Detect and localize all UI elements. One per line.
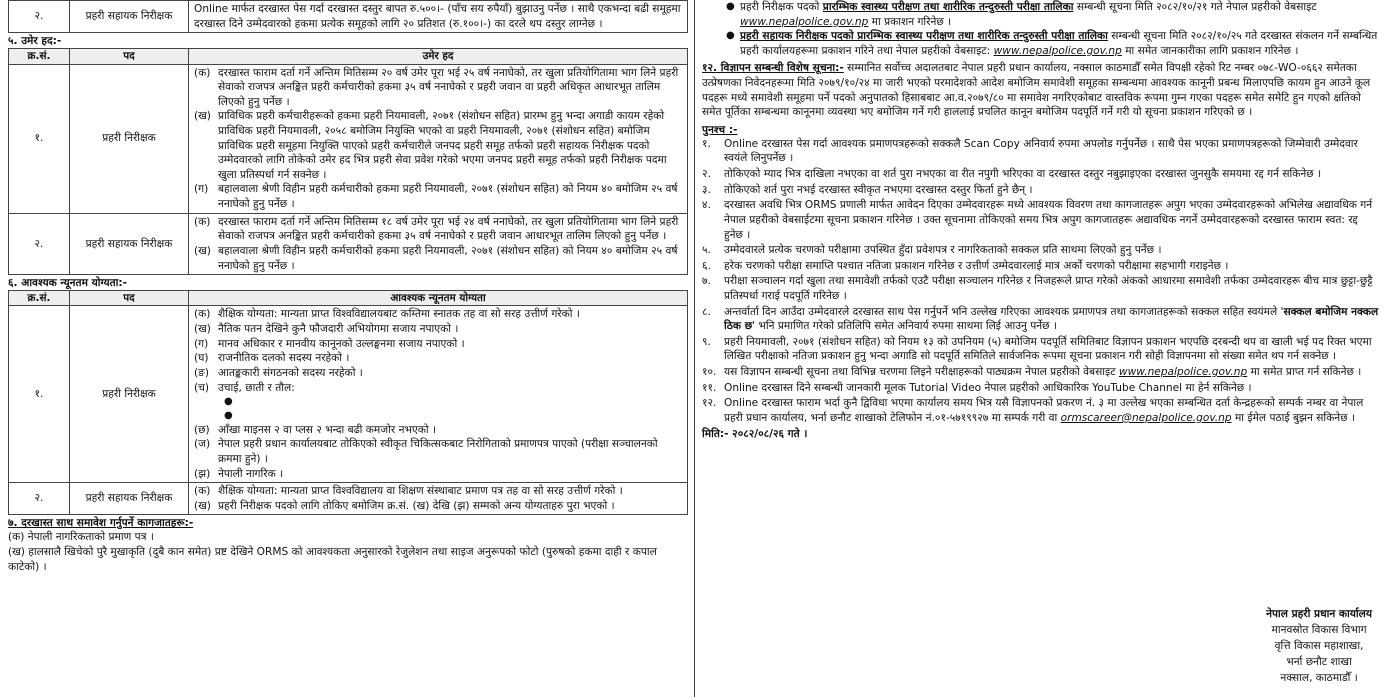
item-marker: (ख) bbox=[194, 499, 211, 512]
table-row bbox=[9, 306, 688, 483]
bullet-text: सम्बन्धी सूचना मिति २०८२/१०/२५ गते दरखास्त संकलन गर्ने सम्बन्धित प्रहरी कार्यालयहरूमा प्रकाशन गरिने तथा नेपाल प्रहरीको वेबसाइट: bbox=[740, 30, 1378, 57]
item-text: आँखा माइनस २ वा प्लस २ भन्दा बढी कमजोर नभएको । bbox=[218, 423, 437, 436]
signature-line: भर्ना छनौट शाखा bbox=[1286, 656, 1352, 668]
signature-line: मानवस्रोत विकास विभाग bbox=[1271, 624, 1367, 636]
list-item bbox=[702, 396, 1380, 425]
item-marker: ६. bbox=[702, 259, 711, 272]
item-text: Online दरखास्त दिने सम्बन्धी जानकारी मूलक Tutorial Video नेपाल प्रहरीको आधिकारिक YouTube Channel मा हेर्न सकिनेछ । bbox=[724, 381, 1252, 394]
list-item bbox=[194, 215, 682, 244]
item-text: बहालवाला श्रेणी विहीन प्रहरी कर्मचारीको हकमा प्रहरी नियमावली, २०७१ (संशोधन सहित) को नियम ४० बमोजिम २५ वर्ष ननाघेको हुनु पर्नेछ । bbox=[218, 183, 678, 211]
bullet-icon: ● bbox=[726, 1, 735, 12]
list-item bbox=[194, 484, 682, 499]
website-link[interactable]: www.nepalpolice.gov.np bbox=[740, 15, 869, 28]
col-header: उमेर हद bbox=[189, 49, 688, 64]
list-item bbox=[194, 423, 682, 438]
ps-heading: पुनश्च :- bbox=[702, 123, 738, 136]
table-header bbox=[9, 291, 688, 306]
list-item bbox=[194, 66, 682, 110]
item-marker: ११. bbox=[702, 381, 717, 394]
list-item bbox=[194, 109, 682, 182]
item-marker: (ख) bbox=[194, 323, 211, 336]
item-text: तोकिएको म्याद भित्र दाखिला नभएका वा शर्त पुरा नभएका वा रीत नपुगी भरिएका वा दरखास्त दस्तुर नबुझाइएका दरखास्त जुनसुकै समयमा रद्द गर्न सकिनेछ । bbox=[724, 168, 1322, 181]
age-table bbox=[8, 48, 688, 275]
list-item bbox=[702, 365, 1380, 380]
fee-text: Online मार्फत दरखास्त पेस गर्दा दरखास्त दस्तुर बापत रु.५००।- (पाँच सय रुपैयाँ) बुझाउनु पर्नेछ । साथै एकभन्दा बढी समूहमा दरखास्त दिने उम्मेदवारको हकमा प्रत्येक समूहको लागि २० प्रतिशत (रु.१००।-) का दरले थप दस्तुर लाग्नेछ । bbox=[189, 1, 688, 33]
col-header: आवश्यक न्यूनतम योग्यता bbox=[189, 291, 688, 306]
item-text: राजनीतिक दलको सदस्य नरहेको । bbox=[218, 352, 350, 365]
item-marker: (ग) bbox=[194, 337, 209, 350]
col-header: पद bbox=[70, 291, 189, 306]
serial-cell: १. bbox=[9, 306, 70, 483]
website-link[interactable]: www.nepalpolice.gov.np bbox=[993, 44, 1122, 57]
item-marker: (क) bbox=[194, 66, 211, 79]
bullet-text: मा प्रकाशन गरिनेछ । bbox=[868, 15, 952, 28]
item-marker: १२. bbox=[702, 397, 717, 410]
special-notice bbox=[702, 61, 1380, 119]
bullet-icon: ● bbox=[224, 396, 233, 408]
item-marker: (झ) bbox=[194, 467, 211, 480]
list-item bbox=[194, 437, 682, 466]
list-item bbox=[194, 467, 682, 482]
table-row bbox=[9, 213, 688, 274]
item-marker: ३. bbox=[702, 183, 711, 196]
item-marker: ७. bbox=[702, 275, 711, 288]
item-marker: (ज) bbox=[194, 438, 211, 451]
item-text: अन्तर्वार्ता दिन आउँदा उम्मेदवारले दरखास्त साथ पेस गर्नुपर्ने भनि उल्लेख गरिएका आवश्यक प्रमाणपत्र तथा कागजातहरूको सक्कल सहित स्वयंमले ' bbox=[724, 305, 1284, 318]
item-marker: १. bbox=[702, 137, 711, 150]
item-marker: १०. bbox=[702, 366, 717, 379]
col-header: पद bbox=[70, 49, 189, 64]
item-text: प्रहरी निरीक्षक पदको लागि तोकिए बमोजिम क्र.सं. (ख) देखि (झ) सम्मको अन्य योग्यताहरु पुरा भएको । bbox=[218, 499, 615, 512]
list-item bbox=[194, 351, 682, 366]
item-marker: (ग) bbox=[194, 183, 209, 196]
table-row bbox=[9, 1, 688, 33]
post-cell: प्रहरी निरीक्षक bbox=[70, 64, 189, 213]
list-item bbox=[702, 274, 1380, 303]
item-text: ' भनि प्रमाणित गरेको प्रतिलिपि समेत अनिवार्य रुपमा साथमा लिई आउनु पर्नेछ । bbox=[752, 320, 1057, 333]
bullet-item bbox=[726, 0, 1380, 29]
item-text: उम्मेदवारले प्रत्येक चरणको परीक्षामा उपस्थित हुँदा प्रवेशपत्र र नागरिकताको सक्कल प्रति साथमा लिएको हुनु पर्नेछ । bbox=[724, 244, 1162, 257]
item-text: दरखास्त अवधि भित्र ORMS प्रणाली मार्फत आवेदन दिएका उम्मेदवारहरू मध्ये आवश्यक विवरण तथा कागजातहरू अपुग भएका उम्मेदवारहरूको अभिलेख अद्यावधिक गर्न नेपाल प्रहरीको वेबसाईटमा सूचना प्रकाशन गरिनेछ । उक्त सूचनामा तोकिएको समय भित्र अपुग कागजातहरू अद्यावधिक नगर्ने उम्मेदवारहरूको दरखास्त फाराम स्वत: रद्द हुनेछ । bbox=[724, 199, 1373, 241]
signature-line: वृत्ति विकास महाशाखा, bbox=[1274, 640, 1364, 652]
serial-cell: २. bbox=[9, 1, 70, 33]
fee-table bbox=[8, 0, 688, 33]
item-marker: (घ) bbox=[194, 352, 209, 365]
document-item: (क) नेपाली नागरिकताको प्रमाण पत्र । bbox=[8, 531, 154, 544]
signature-line: नक्साल, काठमाडौँ । bbox=[1280, 672, 1358, 684]
documents-heading: ७. दरखास्त साथ समावेश गर्नुपर्ने कागजातहरू:- bbox=[8, 517, 194, 530]
list-item bbox=[702, 167, 1380, 182]
post-cell: प्रहरी सहायक निरीक्षक bbox=[70, 1, 189, 33]
serial-cell: २. bbox=[9, 213, 70, 274]
item-text: मानव अधिकार र मानवीय कानूनको उल्लङ्घनमा सजाय नपाएको । bbox=[218, 337, 465, 350]
special-notice-text: सम्मानित सर्वोच्च अदालतबाट नेपाल प्रहरी प्रधान कार्यालय, नक्साल काठमाडौँ समेत विपक्षी रहेको रिट नम्बर ०७८-WO-०६६२ समेतका उत्प्रेषणका निवेदनहरूमा मिति २०७९/१०/२४ मा जारी भएको परमादेशको आदेश बमोजिम समावेशी समूहका सम्बन्धमा आवश्यक कानूनी प्रबन्ध मिलाएपछि कायम हुन आउने कूल पदहरू मध्ये समावेशी समूहमा पर्ने पदको अनुपातको हिसाबबाट आ.व.२०७९/८० मा समावेश नगरिएकोबाट वास्तविक रूपमा गुम्न गएका पदहरू समेत समेटि हुन गएको क्षतिको समेत पूर्तिका सम्बन्धमा कानूनमा व्यवस्था भए बमोजिम गर्ने गरी हाललाई प्रचलित कानून बमोजिम पदपूर्ति गर्ने गरी यो सूचना प्रकाशन गरिएको छ । bbox=[702, 62, 1371, 119]
qualification-heading: ६. आवश्यक न्यूनतम योग्यता:- bbox=[8, 277, 128, 290]
column-divider bbox=[694, 0, 695, 697]
item-marker: (छ) bbox=[194, 423, 210, 436]
item-marker: (च) bbox=[194, 381, 209, 394]
qualification-cell bbox=[189, 306, 688, 483]
item-marker: २. bbox=[702, 168, 711, 181]
right-column bbox=[702, 0, 1380, 697]
item-text: प्राविधिक प्रहरी कर्मचारीहरूको हकमा प्रहरी नियमावली, २०७१ (संशोधन सहित) प्रारम्भ हुनु भन्दा अगाडी कायम रहेको प्राविधिक प्रहरी नियमावली, २०५८ बमोजिम नियुक्ति भएको वा प्रहरी नियमावली, २०७१ (संशोधन सहित) बमोजिम प्राविधिक प्रहरी समूहमा नियुक्ति पाएको प्रहरी कर्मचारीले जनपद प्रहरी समूह तर्फको प्रहरी सहायक निरीक्षक पदको उम्मेदवारको लागि तोकेको उमेर हद भित्र प्रहरी सेवा प्रवेश गरेको भएमा जनपद प्रहरी समूह तर्फको प्रहरी निरीक्षक पदमा खुला प्रतिस्पर्धा गर्न सक्नेछ । bbox=[218, 110, 667, 181]
list-item bbox=[702, 335, 1380, 364]
signature-block bbox=[1266, 606, 1372, 686]
item-text: दरखास्त फाराम दर्ता गर्ने अन्तिम मितिसम्म २० वर्ष उमेर पूरा भई २५ वर्ष ननाघेको, तर खुला प्रतियोगितामा भाग लिने प्रहरी सेवाको राजपत्र अनङ्कित प्रहरी कर्मचारीको हकमा ३५ वर्ष ननाघेको र प्रहरी जवान वा प्रहरी अधिकृत आधारभूत तालिम लिएको हुनु पर्नेछ । bbox=[218, 66, 679, 108]
item-text: प्रहरी नियमावली, २०७१ (संशोधन सहित) को नियम १३ को उपनियम (५) बमोजिम पदपूर्ति समितिबाट विज्ञापन प्रकाशन भएपछि दरबन्दी थप वा खाली भई पद रिक्त भएमा लिखित परीक्षाको नतिजा प्रकाशन हुनु भन्दा अगाडि सो पदपूर्ति समितिले सार्वजनिक रूपमा सूचना प्रकाशन गरी सोही विज्ञापनमा सो संख्या समेत थप गर्न सक्नेछ । bbox=[724, 335, 1372, 363]
item-marker: ५. bbox=[702, 244, 711, 257]
item-marker: (ङ) bbox=[194, 366, 210, 379]
list-item bbox=[194, 182, 682, 211]
signature-line: नेपाल प्रहरी प्रधान कार्यालय bbox=[1266, 608, 1372, 620]
item-marker: ४. bbox=[702, 199, 711, 212]
col-header: क्र.सं. bbox=[9, 291, 70, 306]
item-text: शैक्षिक योग्यता: मान्यता प्राप्त विश्वविद्यालय वा शिक्षण संस्थाबाट प्रमाण पत्र तह वा सो सरह उत्तीर्ण गरेको । bbox=[218, 485, 623, 498]
item-text: मा समेत प्राप्त गर्न सकिनेछ । bbox=[1247, 366, 1362, 379]
bullet-text: प्रहरी निरीक्षक पदको bbox=[740, 1, 823, 13]
post-cell: प्रहरी सहायक निरीक्षक bbox=[70, 213, 189, 274]
list-item bbox=[194, 322, 682, 337]
age-rules-cell bbox=[189, 213, 688, 274]
item-marker: (ख) bbox=[194, 110, 211, 123]
bullet-icon: ● bbox=[224, 409, 233, 421]
list-item bbox=[702, 243, 1380, 258]
serial-cell: १. bbox=[9, 64, 70, 213]
list-item bbox=[702, 381, 1380, 396]
left-column bbox=[8, 0, 688, 697]
serial-cell: २. bbox=[9, 483, 70, 515]
website-link[interactable]: www.nepalpolice.gov.np bbox=[1118, 366, 1248, 379]
bullet-text: सम्बन्धी सूचना मिति २०८२/१०/२१ गते नेपाल प्रहरीको वेबसाइट bbox=[1073, 1, 1317, 13]
item-text: यस विज्ञापन सम्बन्धी सूचना तथा विभिन्न चरणमा लिइने परीक्षाहरूको पाठ्यक्रम नेपाल प्रहरीको वेबसाइट bbox=[724, 366, 1119, 379]
item-text: Online दरखास्त फाराम भर्दा कुनै द्विविधा भएमा कार्यालय समय भित्र यसै विज्ञापनको प्रकरण नं. ३ मा उल्लेख भएका सम्बन्धित दर्ता केन्द्रहरूको सम्पर्क नम्बर वा नेपाल प्रहरी प्रधान कार्यालय, भर्ना छनौट शाखाको टेलिफोन नं.०१-५७१९९२७ मा सम्पर्क गरी वा bbox=[724, 397, 1364, 424]
bullet-bold: प्रहरी सहायक निरीक्षक पदको प्रारम्भिक स्वास्थ्य परीक्षण तथा शारीरिक तन्दुरुस्ती परीक्षा तालिका bbox=[740, 30, 1108, 43]
item-text: नैतिक पतन देखिने कुनै फौजदारी अभियोगमा सजाय नपाएको । bbox=[218, 323, 459, 336]
item-text: नेपाल प्रहरी प्रधान कार्यालयबाट तोकिएको स्वीकृत चिकित्सकबाट निरोगिताको प्रमाणपत्र पाएको (परीक्षा सञ्चालनको क्रममा हुने) । bbox=[218, 438, 658, 465]
item-marker: (क) bbox=[194, 308, 211, 321]
list-item bbox=[194, 499, 682, 514]
item-text: उचाई, छाती र तौल: bbox=[218, 381, 295, 394]
bullet-icon: ● bbox=[726, 30, 735, 42]
post-cell: प्रहरी निरीक्षक bbox=[70, 306, 189, 483]
item-bold: सक्कल बमोजिम नक्कल ठिक छ bbox=[724, 305, 1379, 333]
email-link[interactable]: ormscareer@nepalpolice.gov.np bbox=[1060, 411, 1232, 424]
item-marker: ९. bbox=[702, 335, 711, 348]
list-item bbox=[194, 244, 682, 273]
item-text: मा ईमेल पठाई बुझन सकिनेछ । bbox=[1231, 411, 1355, 424]
list-item bbox=[194, 381, 682, 396]
item-text: बहालवाला श्रेणी विहीन प्रहरी कर्मचारीको हकमा प्रहरी नियमावली, २०७१ (संशोधन सहित) को नियम ४० बमोजिम २५ वर्ष ननाघेको हुनु पर्नेछ । bbox=[218, 244, 678, 272]
bullet-text: मा समेत जानकारीका लागि प्रकाशन गरिनेछ । bbox=[1121, 44, 1299, 57]
item-marker: (क) bbox=[194, 485, 211, 498]
item-text: तोकिएको शर्त पुरा नभई दरखास्त स्वीकृत नभएमा दरखास्त दस्तुर फिर्ता हुने छैन् । bbox=[724, 183, 1033, 196]
list-item bbox=[702, 305, 1380, 334]
special-notice-label: १२. विज्ञापन सम्बन्धी विशेष सूचना:- bbox=[702, 62, 844, 75]
bullet-item bbox=[224, 395, 682, 409]
post-cell: प्रहरी सहायक निरीक्षक bbox=[70, 483, 189, 515]
item-marker: ८. bbox=[702, 305, 711, 318]
item-text: आतङ्ककारी संगठनको सदस्य नरहेको । bbox=[218, 366, 363, 379]
document-item: (ख) हालसालै खिचेको पुरै मुखाकृति (दुबै कान समेत) प्रष्ट देखिने ORMS को आवश्यकता अनुसारको रेजुलेशन तथा साइज अनुरूपको फोटो (पुरुषको हकमा दाही र कपाल काटेको) । bbox=[8, 545, 657, 573]
item-text: हरेक चरणको परीक्षा समाप्ति पश्चात नतिजा प्रकाशन गरिनेछ र उत्तीर्ण उम्मेदवारलाई मात्र अर्को चरणको परीक्षामा सहभागी गराइनेछ । bbox=[724, 259, 1229, 272]
date-line: मिति:- २०८२/०८/२६ गते । bbox=[702, 428, 808, 441]
table-row bbox=[9, 483, 688, 515]
list-item bbox=[702, 198, 1380, 242]
list-item bbox=[702, 137, 1380, 166]
bullet-bold: प्रारम्भिक स्वास्थ्य परीक्षण तथा शारीरिक तन्दुरुस्ती परीक्षा तालिका bbox=[822, 1, 1074, 13]
item-marker: (ख) bbox=[194, 244, 211, 257]
qualification-cell bbox=[189, 483, 688, 515]
age-heading: ५. उमेर हद:- bbox=[8, 35, 62, 48]
table-header bbox=[9, 49, 688, 64]
item-text: Online दरखास्त पेस गर्दा आवश्यक प्रमाणपत्रहरूको सक्कलै Scan Copy अनिवार्य रुपमा अपलोड गर्नुपर्नेछ । साथै पेस भएका प्रमाणपत्रहरूको जिम्मेवारी उम्मेदवार स्वयंले लिनुपर्नेछ । bbox=[724, 137, 1358, 165]
bullet-item bbox=[726, 29, 1380, 58]
list-item bbox=[194, 307, 682, 322]
list-item bbox=[194, 366, 682, 381]
qualification-table bbox=[8, 290, 688, 515]
bullet-item bbox=[224, 409, 682, 423]
table-row bbox=[9, 64, 688, 213]
item-text: दरखास्त फाराम दर्ता गर्ने अन्तिम मितिसम्म १८ वर्ष उमेर पूरा भई २४ वर्ष ननाघेको, तर खुला प्रतियोगितामा भाग लिने प्रहरी सेवाको राजपत्र अनङ्कित प्रहरी कर्मचारीको हकमा ३५ वर्ष ननाघेको र प्रहरी जवान आधारभूत तालिम लिएको हुनु पर्नेछ । bbox=[218, 215, 679, 243]
item-text: शैक्षिक योग्यता: मान्यता प्राप्त विश्वविद्यालयबाट कम्तिमा स्नातक तह वा सो सरह उत्तीर्ण गरेको । bbox=[218, 308, 580, 321]
list-item bbox=[702, 183, 1380, 198]
col-header: क्र.सं. bbox=[9, 49, 70, 64]
list-item bbox=[702, 259, 1380, 274]
item-text: परीक्षा सञ्चालन गर्दा खुला तथा समावेशी तर्फको एउटै परीक्षा सञ्चालन गरिनेछ र निजहरूले प्राप्त गरेको अंकको आधारमा समावेशी तर्फका उम्मेदवारहरू बीच मात्र छुट्टा-छुट्टै प्रतिस्पर्धा गराई पदपूर्ति गरिनेछ । bbox=[724, 275, 1373, 302]
age-rules-cell bbox=[189, 64, 688, 213]
item-marker: (क) bbox=[194, 215, 211, 228]
list-item bbox=[194, 337, 682, 352]
item-text: नेपाली नागरिक । bbox=[218, 467, 284, 480]
